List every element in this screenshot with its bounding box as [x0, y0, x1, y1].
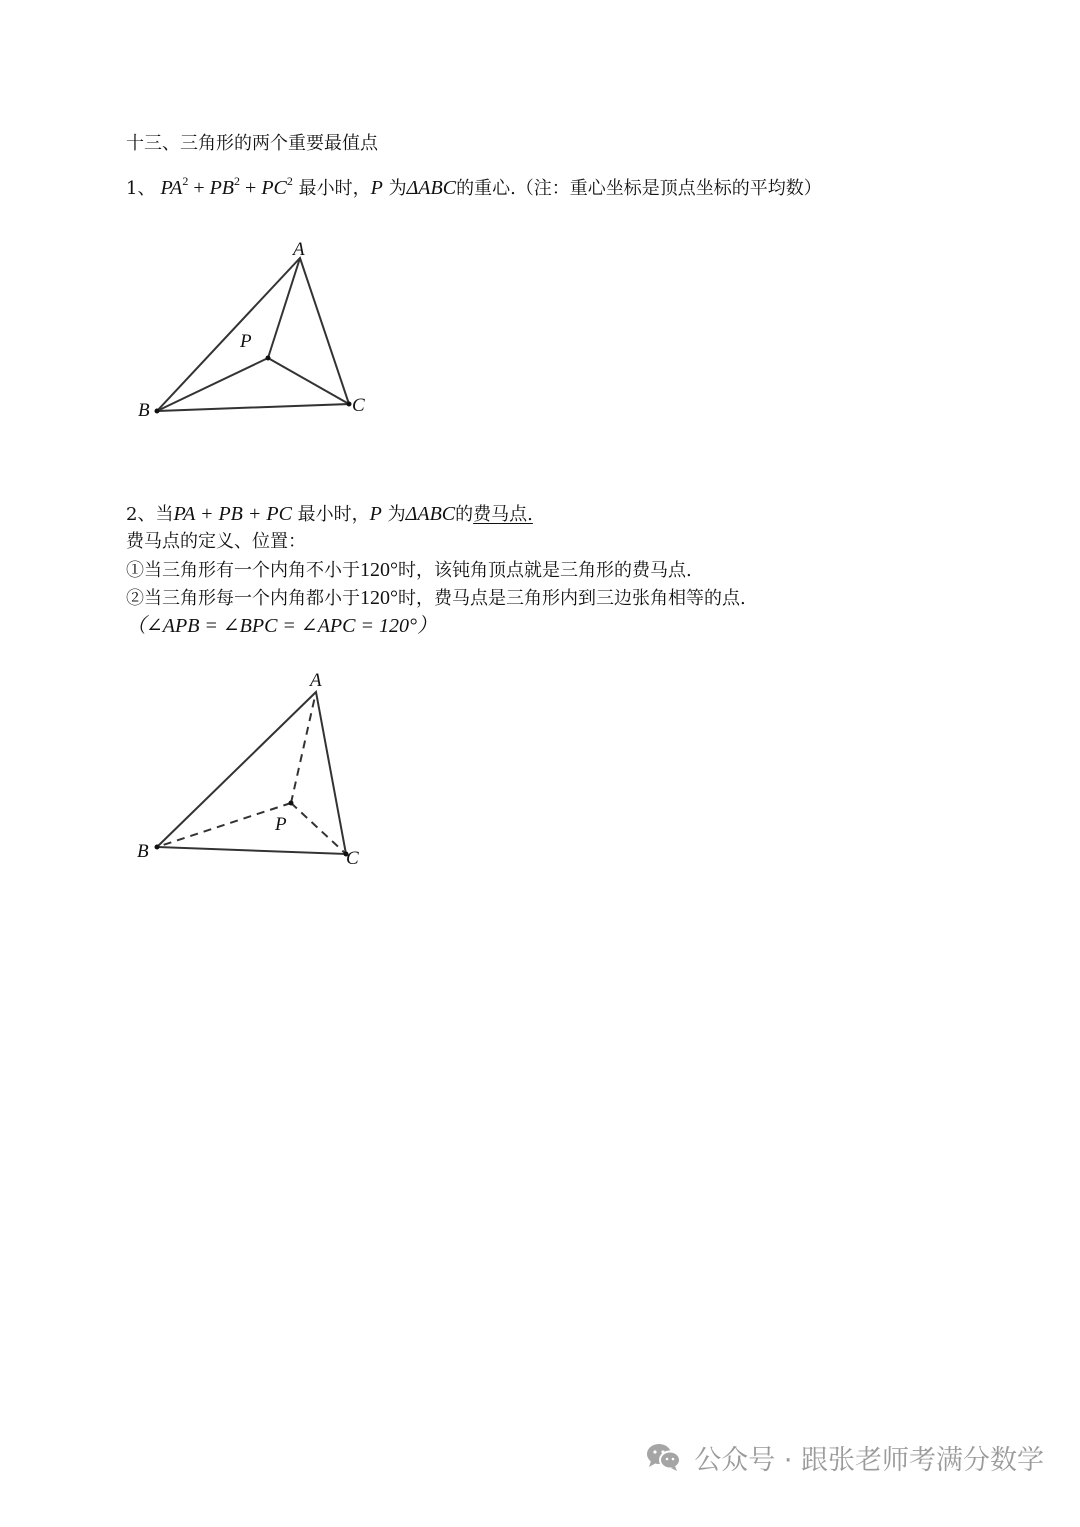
item1-number: 1、: [126, 178, 156, 199]
item1-formula: $PA^2 + PB^2 + PC^2$: [160, 174, 293, 199]
item1-triangle: ΔABC: [406, 177, 457, 199]
item2-text-a: 最小时，: [297, 504, 370, 525]
item1-text-a: 最小时，: [298, 178, 371, 199]
item1-text-b: 为: [388, 178, 407, 199]
figure2-triangle-abc: [157, 692, 346, 854]
watermark: [646, 1437, 1044, 1477]
figure1-label-b: B: [138, 400, 150, 421]
figure1-label-c: C: [352, 395, 365, 416]
figure1-label-a: A: [293, 239, 305, 260]
item1-text-c: 的重心.（注：重心坐标是顶点坐标的平均数）: [456, 178, 822, 199]
item2-definition-title: 费马点的定义、位置：: [126, 531, 306, 552]
figure2-label-c: C: [346, 848, 359, 869]
section-title: 十三、三角形的两个重要最值点: [126, 133, 378, 154]
watermark-text: 公众号 · 跟张老师考满分数学: [694, 1444, 1044, 1476]
figure2-point-p-dot: [289, 801, 294, 806]
item2-text-b: 为: [387, 504, 406, 525]
figure2-label-p: P: [275, 814, 287, 835]
item2-formula: PA + PB + PC: [173, 503, 292, 525]
item1-point-p: P: [370, 177, 383, 199]
wechat-icon: [646, 1442, 682, 1472]
item2-text-c: 的: [455, 504, 474, 525]
figure2-segment-pb: [157, 803, 291, 847]
item2-angle-equation: （∠APB = ∠BPC = ∠APC = 120°）: [126, 615, 437, 637]
item2-rule-2: ②当三角形每一个内角都小于120°时，费马点是三角形内到三边张角相等的点.: [126, 587, 746, 609]
figure2-label-b: B: [137, 841, 149, 862]
figure2-label-a: A: [310, 670, 322, 691]
figure2-segment-pa: [291, 692, 316, 803]
figure2-point-b-dot: [155, 845, 160, 850]
item2-number: 2、当: [126, 504, 174, 525]
item2-fermat-point-term: 费马点.: [473, 504, 533, 525]
figure1-label-p: P: [240, 331, 252, 352]
item2-triangle: ΔABC: [405, 503, 456, 525]
item2-point-p: P: [369, 503, 382, 525]
item2-rule-1: ①当三角形有一个内角不小于120°时，该钝角顶点就是三角形的费马点.: [126, 559, 692, 581]
